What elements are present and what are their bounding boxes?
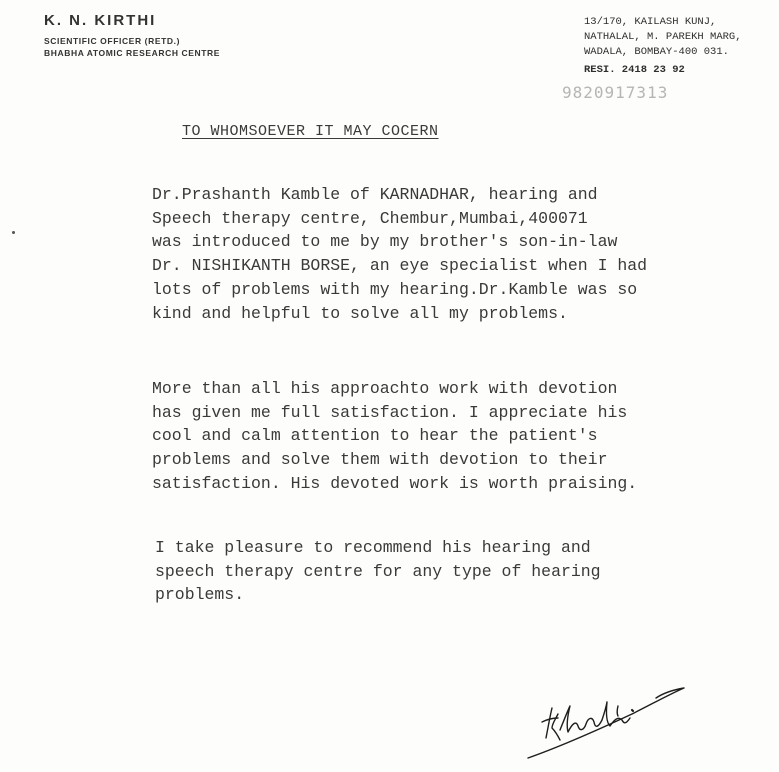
residence-phone: RESI. 2418 23 92 <box>584 64 685 76</box>
paragraph-line: cool and calm attention to hear the patient's <box>152 426 598 446</box>
paragraph-2 <box>152 377 637 496</box>
paragraph-line: kind and helpful to solve all my problems. <box>152 303 568 323</box>
paragraph-line: has given me full satisfaction. I appreciate his <box>152 402 628 422</box>
paragraph-line: Dr.Prashanth Kamble of KARNADHAR, hearing and <box>152 185 598 204</box>
paragraph-line: problems. <box>155 585 245 605</box>
letterhead-address <box>584 15 742 78</box>
address-line-2: NATHALAL, M. PAREKH MARG, <box>584 31 742 43</box>
sender-name: K. N. KIRTHI <box>44 12 157 29</box>
paragraph-line: I take pleasure to recommend his hearing and <box>155 538 591 557</box>
paragraph-line: was introduced to me by my brother's son-in-law <box>152 232 618 252</box>
paragraph-line: lots of problems with my hearing.Dr.Kamble was so <box>152 279 638 299</box>
paragraph-line: speech therapy centre for any type of hearing <box>155 561 601 581</box>
paragraph-line: Dr. NISHIKANTH BORSE, an eye specialist when I had <box>152 256 648 276</box>
handwritten-signature <box>522 680 692 765</box>
phone-stamp: 9820917313 <box>562 83 669 102</box>
address-line-3: WADALA, BOMBAY-400 031. <box>584 46 729 58</box>
address-line-1: 13/170, KAILASH KUNJ, <box>584 16 717 28</box>
letter-subject: TO WHOMSOEVER IT MAY COCERN <box>182 123 439 140</box>
paragraph-1 <box>152 183 647 325</box>
sender-title: SCIENTIFIC OFFICER (RETD.) <box>44 36 181 46</box>
paragraph-3 <box>155 536 601 607</box>
letterhead-left <box>44 12 220 59</box>
paragraph-line: Speech therapy centre, Chembur,Mumbai,400071 <box>152 208 588 228</box>
sender-organization: BHABHA ATOMIC RESEARCH CENTRE <box>44 48 221 58</box>
page-speck <box>12 231 15 234</box>
paragraph-line: problems and solve them with devotion to their <box>152 450 608 470</box>
paragraph-line: satisfaction. His devoted work is worth praising. <box>152 473 638 493</box>
paragraph-line: More than all his approachto work with devotion <box>152 379 618 398</box>
